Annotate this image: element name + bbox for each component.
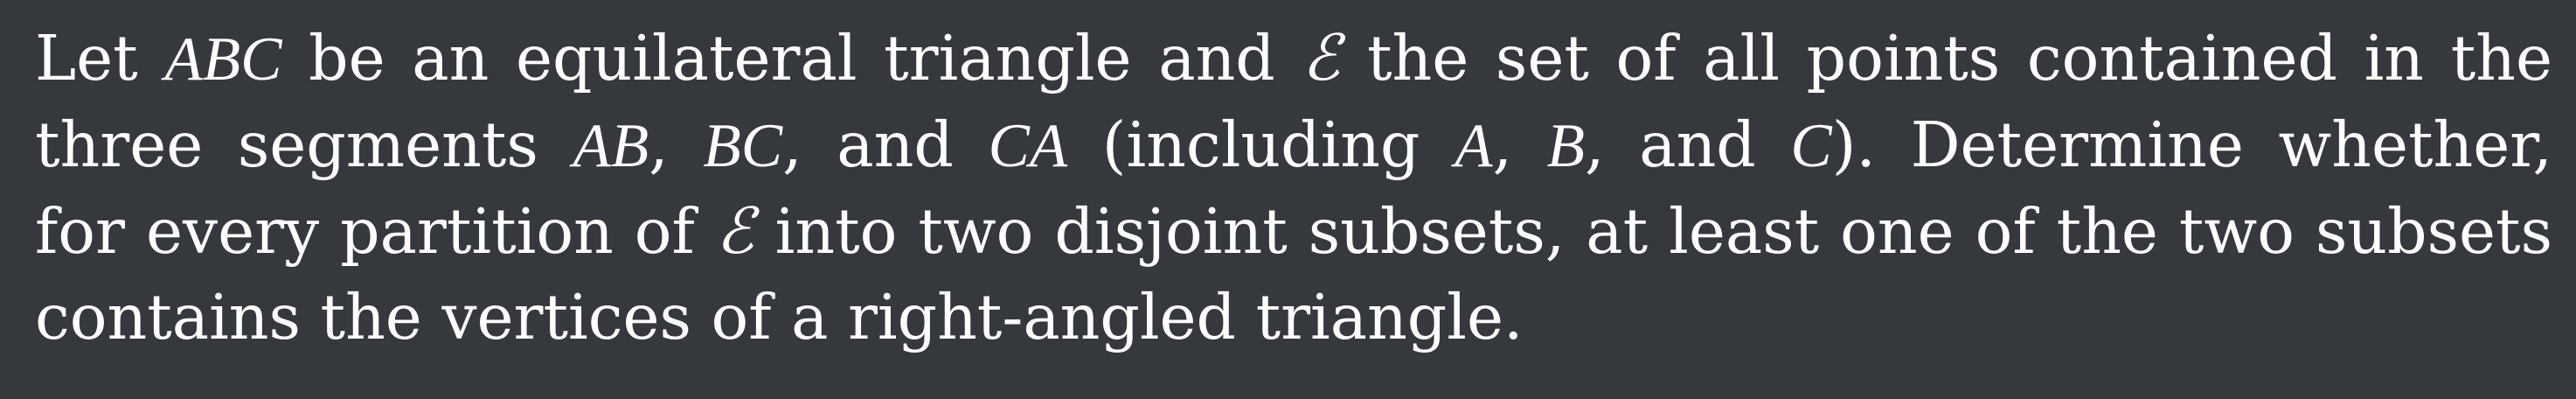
math-abc: ABC bbox=[164, 25, 282, 94]
math-ca: CA bbox=[988, 112, 1068, 180]
text-fragment: ). Determine whether, bbox=[1831, 108, 2552, 181]
text-fragment: the set of all points contained in the bbox=[1366, 22, 2552, 94]
text-fragment: , bbox=[1492, 108, 1513, 181]
math-b: B bbox=[1546, 112, 1586, 180]
text-fragment: contains the vertices of a right-angled triangle. bbox=[35, 281, 1524, 354]
math-a: A bbox=[1455, 112, 1493, 180]
text-fragment: Let bbox=[35, 22, 138, 94]
text-fragment: , bbox=[649, 108, 669, 181]
text-fragment: be an equilateral triangle and bbox=[309, 22, 1275, 94]
problem-statement bbox=[35, 16, 2552, 360]
math-set-e: ℰ bbox=[715, 196, 754, 267]
text-fragment: into two disjoint subsets, at least one of the two subsets bbox=[774, 195, 2553, 268]
text-fragment: for every partition of bbox=[35, 195, 695, 268]
text-fragment: three segments bbox=[35, 108, 538, 181]
math-ab: AB bbox=[573, 112, 649, 180]
text-fragment: , and bbox=[782, 108, 954, 181]
problem-line-3 bbox=[35, 189, 2552, 275]
math-bc: BC bbox=[703, 112, 783, 180]
math-c: C bbox=[1790, 112, 1832, 180]
text-fragment: (including bbox=[1101, 108, 1420, 181]
problem-line-4 bbox=[35, 275, 2552, 360]
math-set-e: ℰ bbox=[1302, 23, 1341, 94]
text-fragment: , and bbox=[1585, 108, 1756, 181]
problem-line-2 bbox=[35, 102, 2552, 189]
problem-line-1 bbox=[35, 16, 2552, 102]
